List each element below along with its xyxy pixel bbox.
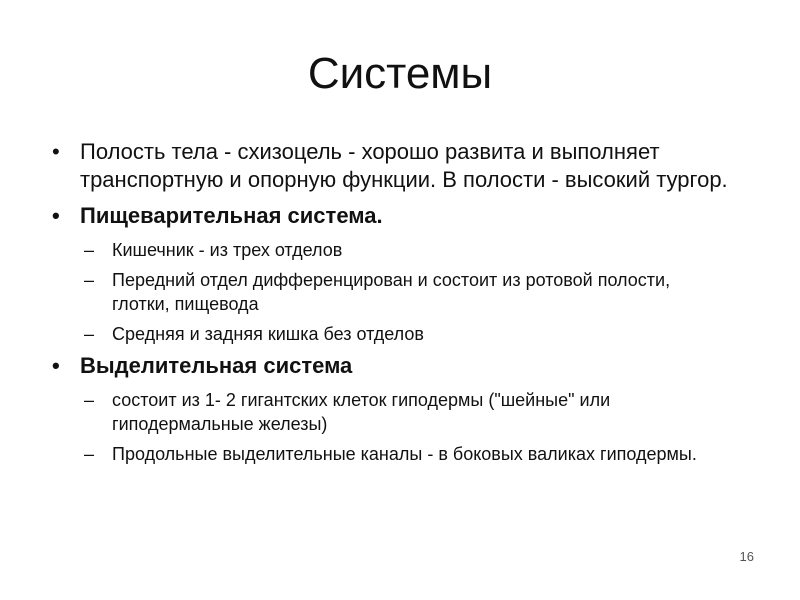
sub-bullet-text: Продольные выделительные каналы - в боковых валиках гиподермы.	[112, 444, 697, 464]
bullet-marker: •	[52, 203, 60, 228]
sub-bullet-text: Передний отдел дифференцирован и состоит из ротовой полости, глотки, пищевода	[112, 270, 671, 314]
slide-title: Системы	[307, 49, 493, 98]
sub-bullet-text: состоит из 1- 2 гигантских клеток гиподермы ("шейные" или гиподермальные железы)	[112, 390, 611, 434]
bullet-text: Выделительная система	[80, 353, 353, 378]
sub-bullet-foregut	[52, 268, 732, 316]
bullet-excretory-system	[52, 352, 732, 380]
sub-bullet-marker: –	[84, 240, 95, 260]
sub-bullet-marker: –	[84, 444, 95, 464]
sub-bullet-marker: –	[84, 324, 95, 344]
bullet-text: Полость тела - схизоцель - хорошо развита и выполняет транспортную и опорную функции. В полости - высокий тургор.	[80, 139, 728, 192]
bullet-text: Пищеварительная система.	[80, 203, 383, 228]
sub-bullet-giant-cells	[52, 388, 732, 436]
sub-bullet-midgut-hindgut	[52, 322, 732, 346]
sub-bullet-marker: –	[84, 390, 95, 410]
sub-bullet-marker: –	[84, 270, 95, 290]
sub-bullet-text: Кишечник - из трех отделов	[112, 240, 343, 260]
sub-bullet-text: Средняя и задняя кишка без отделов	[112, 324, 424, 344]
bullet-marker: •	[52, 353, 60, 378]
page-number: 16	[739, 549, 754, 564]
slide-content	[52, 138, 732, 472]
bullet-body-cavity	[52, 138, 732, 194]
bullet-marker: •	[52, 139, 60, 164]
bullet-digestive-system	[52, 202, 732, 230]
sub-bullet-excretory-canals	[52, 442, 732, 466]
sub-bullet-intestine	[52, 238, 732, 262]
